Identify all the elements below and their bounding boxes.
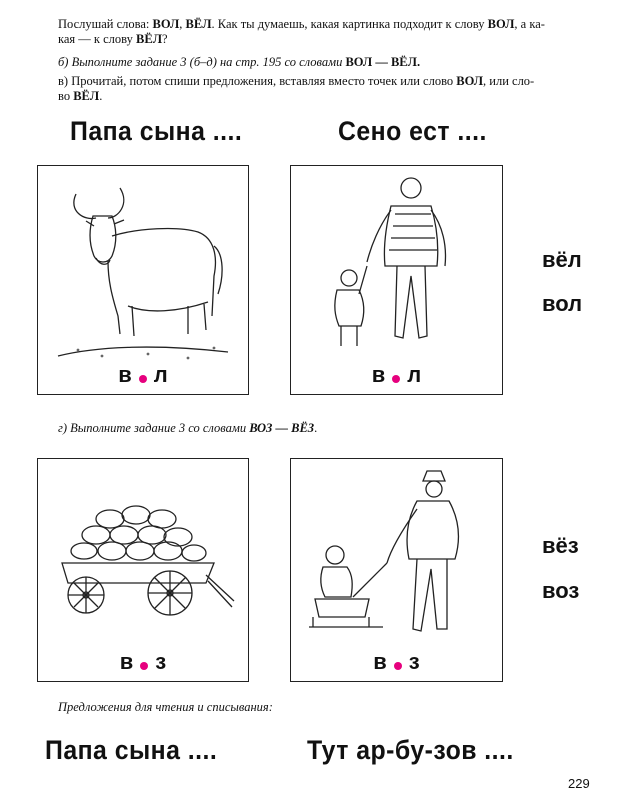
blank-dots: ....	[212, 116, 243, 146]
choice-word: вёл	[542, 247, 582, 272]
card-word: в з	[119, 649, 167, 674]
missing-letter-dot	[392, 375, 400, 383]
sentence-top-left: Папа сына ....	[70, 116, 243, 146]
sled-illustration	[291, 459, 502, 681]
choice-word: вёз	[542, 533, 579, 558]
blank-dots: ....	[457, 116, 487, 146]
card-word: в л	[371, 362, 422, 387]
sentence-bottom-right: Тут ар-бу-зов ....	[307, 735, 514, 765]
choice-word: вол	[542, 291, 583, 316]
card-word: в л	[118, 362, 168, 387]
instruction-g: г) Выполните задание 3 со словами ВОЗ — ВЁЗ.	[58, 421, 318, 435]
father-son-illustration	[291, 166, 502, 394]
blank-dots: ....	[484, 735, 514, 765]
card-father-son	[290, 165, 503, 395]
card-ox	[37, 165, 249, 395]
page-number: 229	[568, 776, 590, 791]
card-word: в з	[373, 649, 420, 674]
instruction-v: в) Прочитай, потом спиши предложения, вставляя вместо точек или слово ВОЛ, или сло- во ВЁЛ.	[58, 74, 535, 103]
blank-dots: ....	[187, 735, 218, 765]
sentence-top-right: Сено ест ....	[338, 116, 487, 146]
instruction-b: б) Выполните задание 3 (б–д) на стр. 195 со словами ВОЛ — ВЁЛ.	[58, 55, 421, 69]
choice-word: воз	[542, 578, 580, 603]
sentence-bottom-left: Папа сына ....	[45, 735, 218, 765]
instruction-line-1: Послушай слова: ВОЛ, ВЁЛ. Как ты думаешь, какая картинка подходит к слову ВОЛ, а ка- кая — к слову ВЁЛ?	[58, 17, 545, 46]
cart-illustration	[38, 459, 248, 681]
ox-illustration	[38, 166, 248, 394]
card-cart	[37, 458, 249, 682]
footer-label: Предложения для чтения и списывания:	[58, 700, 273, 714]
missing-letter-dot	[139, 375, 147, 383]
missing-letter-dot	[140, 662, 148, 670]
card-sled	[290, 458, 503, 682]
missing-letter-dot	[394, 662, 402, 670]
